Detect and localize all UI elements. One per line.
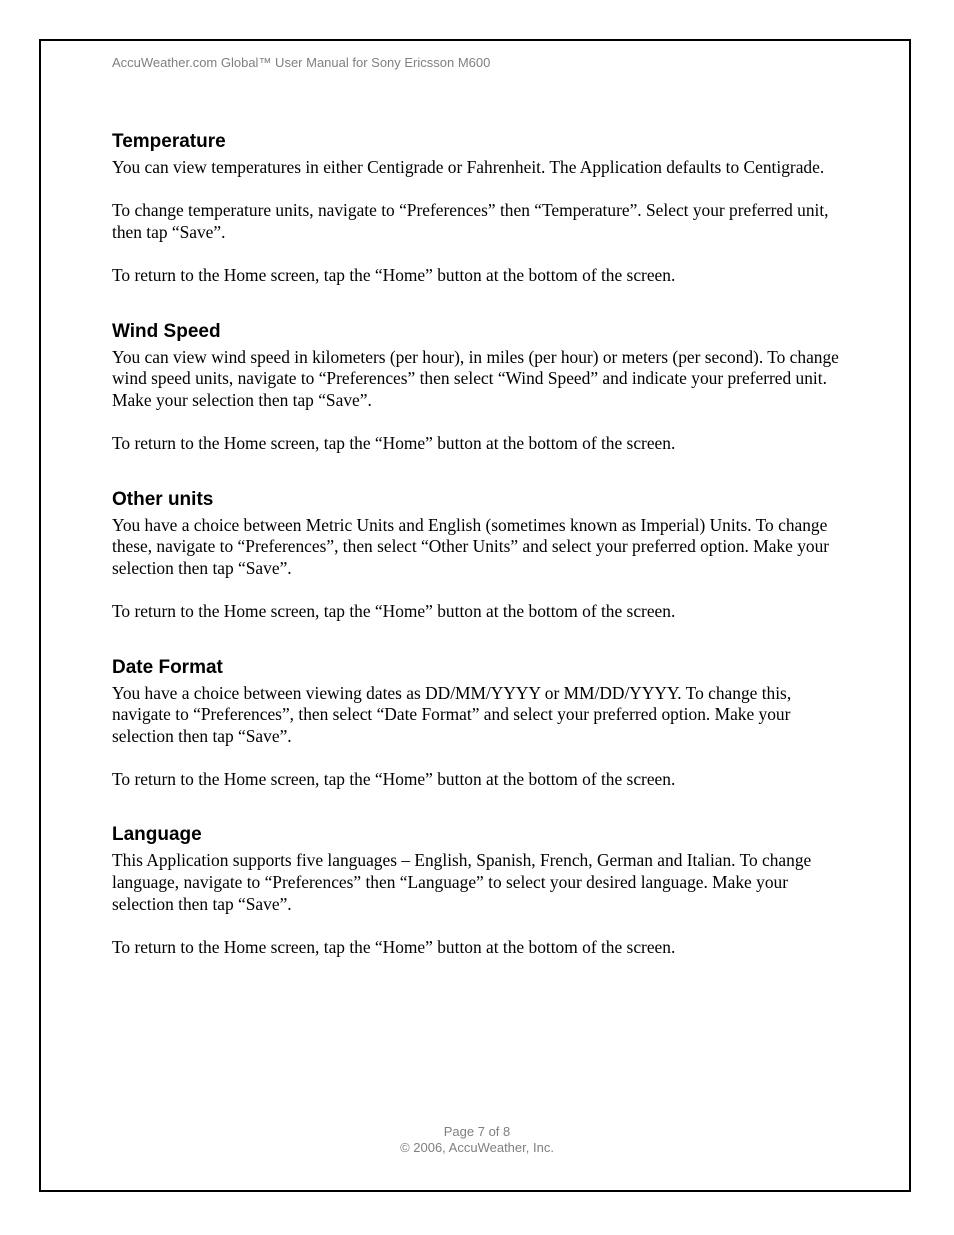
section-other-units — [112, 488, 847, 623]
paragraph: To return to the Home screen, tap the “Home” button at the bottom of the screen. — [112, 600, 676, 621]
page-footer — [0, 1124, 954, 1156]
section-wind-speed — [112, 320, 847, 455]
section-temperature — [112, 130, 847, 287]
section-heading: Other units — [112, 488, 214, 510]
paragraph: You can view temperatures in either Centigrade or Fahrenheit. The Application defaults to Centigrade. — [112, 157, 825, 177]
section-language — [112, 823, 847, 958]
section-heading: Language — [112, 824, 202, 846]
paragraph: To return to the Home screen, tap the “Home” button at the bottom of the screen. — [112, 768, 676, 789]
paragraph: You can view wind speed in kilometers (per hour), in miles (per hour) or meters (per second). To change wind speed units, navigate to “Preferences” then select “Wind Speed” and indicate your preferred unit. Make your selection then tap “Save”. — [112, 346, 839, 410]
section-heading: Date Format — [112, 656, 223, 678]
paragraph: This Application supports five languages – English, Spanish, French, German and Italian. To change language, navigate to “Preferences” then “Language” to select your desired language. Make your selection then tap “Save”. — [112, 850, 812, 914]
paragraph: To return to the Home screen, tap the “Home” button at the bottom of the screen. — [112, 432, 676, 453]
paragraph: To return to the Home screen, tap the “Home” button at the bottom of the screen. — [112, 264, 676, 285]
paragraph: To return to the Home screen, tap the “Home” button at the bottom of the screen. — [112, 936, 676, 957]
section-date-format — [112, 656, 847, 791]
section-heading: Wind Speed — [112, 320, 221, 342]
section-heading: Temperature — [112, 131, 226, 152]
document-body — [112, 130, 847, 991]
paragraph: To change temperature units, navigate to “Preferences” then “Temperature”. Select your preferred unit, then tap “Save”. — [112, 200, 829, 242]
copyright-notice: © 2006, AccuWeather, Inc. — [400, 1140, 554, 1155]
running-header: AccuWeather.com Global™ User Manual for Sony Ericsson M600 — [112, 55, 491, 70]
paragraph: You have a choice between Metric Units and English (sometimes known as Imperial) Units. To change these, navigate to “Preferences”, then select “Other Units” and select your preferred option. Make your selection then tap “Save”. — [112, 514, 830, 578]
page-number: Page 7 of 8 — [443, 1124, 511, 1139]
paragraph: You have a choice between viewing dates as DD/MM/YYYY or MM/DD/YYYY. To change this, navigate to “Preferences”, then select “Date Format” and select your preferred option. Make your selection then tap “Save”. — [112, 682, 792, 746]
